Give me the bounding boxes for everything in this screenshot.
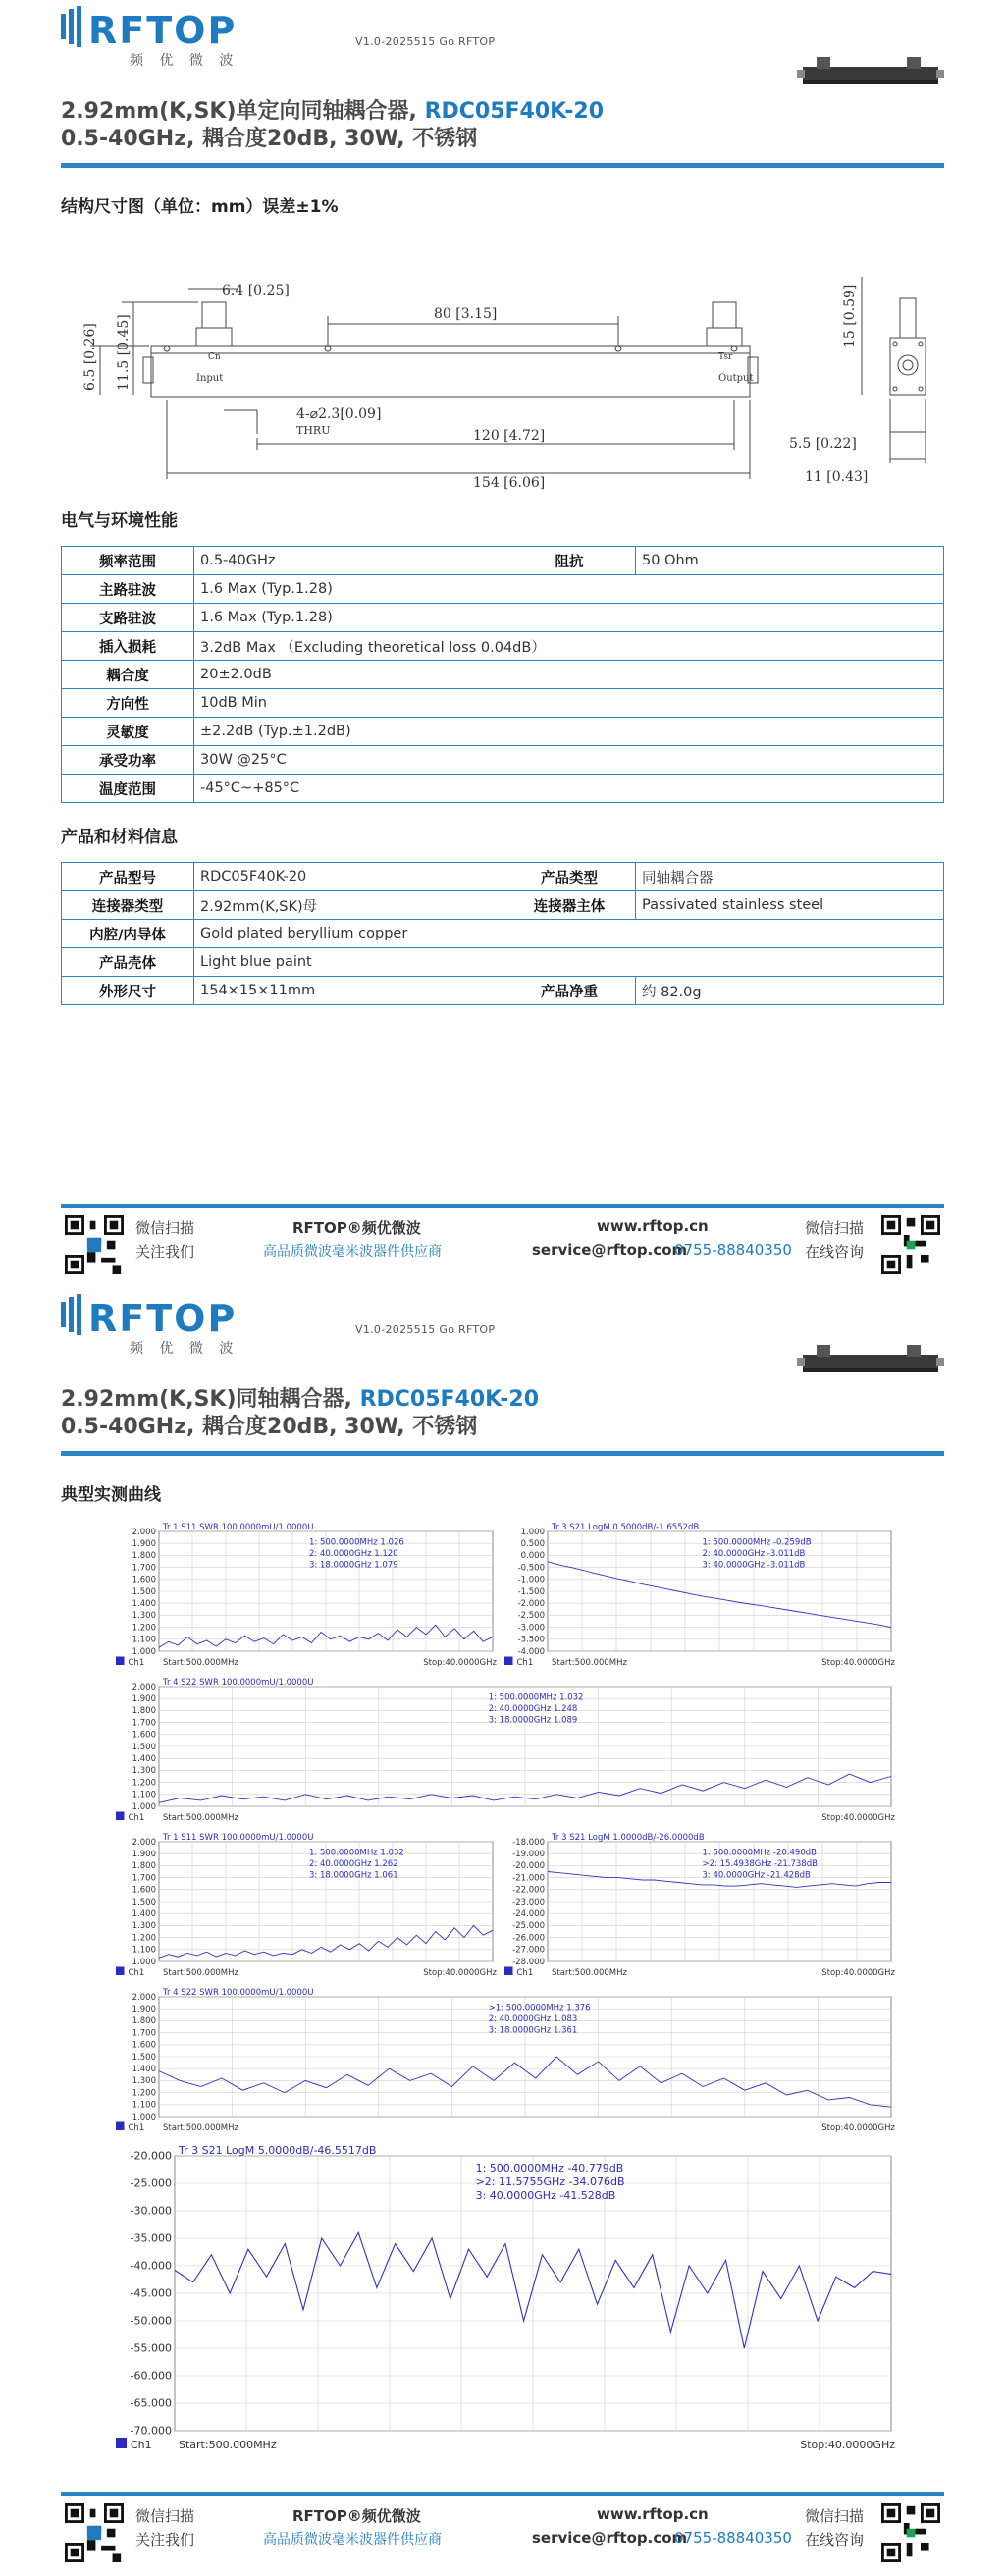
y-tick-label: -25.000 xyxy=(130,2176,172,2190)
footer-scan2-label: 微信扫描 xyxy=(805,2507,865,2525)
dim-5-5: 5.5 [0.22] xyxy=(789,436,857,452)
y-tick-label: 1.300 xyxy=(132,1611,156,1622)
spec-value: 2.92mm(K,SK)母 xyxy=(194,891,503,920)
electrical-spec-table xyxy=(61,546,944,803)
spec-label: 外形尺寸 xyxy=(62,977,194,1005)
y-tick-label: -35.000 xyxy=(130,2231,172,2245)
y-tick-label: 1.900 xyxy=(132,1539,156,1550)
section-title-electrical: 电气与环境性能 xyxy=(61,511,178,531)
y-tick-label: -50.000 xyxy=(130,2314,172,2328)
channel-label: Ch1 xyxy=(516,1658,534,1668)
marker-readout: 1: 500.0000MHz -40.779dB xyxy=(475,2162,624,2174)
y-tick-label: 1.000 xyxy=(132,2112,156,2122)
y-tick-label: 1.700 xyxy=(132,1718,156,1729)
marker-readout: 3: 18.0000GHz 1.361 xyxy=(488,2025,578,2036)
table-row xyxy=(62,977,944,1005)
marker-readout: 2: 40.0000GHz 1.120 xyxy=(309,1549,398,1559)
spec-label: 方向性 xyxy=(62,689,194,718)
chart-s21-logm-1 xyxy=(504,1520,897,1669)
y-tick-label: -40.000 xyxy=(130,2259,172,2273)
y-tick-label: 1.000 xyxy=(132,1957,156,1967)
dim-11: 11 [0.43] xyxy=(805,469,869,485)
y-tick-label: 1.200 xyxy=(132,2088,156,2099)
rftop-logo xyxy=(61,6,267,71)
x-stop-label: Stop:40.0000GHz xyxy=(800,2439,895,2451)
y-tick-label: 1.000 xyxy=(132,1801,156,1812)
y-tick-label: -3.500 xyxy=(517,1635,545,1645)
spec-label: 频率范围 xyxy=(62,547,194,575)
footer-scan-label: 微信扫描 xyxy=(135,1219,195,1237)
spec-value: Passivated stainless steel xyxy=(636,891,944,920)
marker-readout: 1: 500.0000MHz -20.490dB xyxy=(702,1848,817,1858)
port-input: Input xyxy=(196,373,224,384)
wechat-qr-code[interactable] xyxy=(65,2503,124,2562)
y-tick-label: 1.500 xyxy=(132,1586,156,1597)
spec-label: 产品型号 xyxy=(62,863,194,891)
footer-brand: RFTOP®频优微波 xyxy=(292,1219,421,1237)
marker-readout: 1: 500.0000MHz -0.259dB xyxy=(702,1537,812,1548)
channel-badge xyxy=(116,1812,125,1821)
spec-label: 产品壳体 xyxy=(62,948,194,977)
footer-follow-label: 关注我们 xyxy=(135,2531,195,2549)
channel-badge xyxy=(504,1657,513,1666)
x-start-label: Start:500.000MHz xyxy=(552,1658,627,1668)
marker-readout: 2: 40.0000GHz 1.248 xyxy=(488,1704,578,1714)
table-row xyxy=(62,746,944,775)
spec-value: 同轴耦合器 xyxy=(636,863,944,891)
y-tick-label: -2.000 xyxy=(517,1599,545,1610)
product-thumbnail xyxy=(797,49,944,96)
y-tick-label: -1.000 xyxy=(517,1575,545,1585)
footer-consult-label: 在线咨询 xyxy=(805,2531,865,2549)
y-tick-label: 1.500 xyxy=(132,2052,156,2063)
y-tick-label: -20.000 xyxy=(512,1861,545,1872)
chart-s21-logm-2 xyxy=(504,1830,897,1979)
y-tick-label: -70.000 xyxy=(130,2424,172,2438)
footer-phone[interactable]: 0755-88840350 xyxy=(674,1241,792,1259)
y-tick-label: 1.200 xyxy=(132,1933,156,1944)
chart-title: Tr 3 S21 LogM 1.0000dB/-26.0000dB xyxy=(552,1833,705,1843)
dim-154: 154 [6.06] xyxy=(473,475,546,491)
y-tick-label: -65.000 xyxy=(130,2396,172,2410)
spec-label: 主路驻波 xyxy=(62,575,194,604)
y-tick-label: 1.300 xyxy=(132,1766,156,1777)
x-start-label: Start:500.000MHz xyxy=(552,1968,627,1978)
spec-value: 3.2dB Max （Excluding theoretical loss 0.04dB） xyxy=(194,632,944,661)
spec-label: 内腔/内导体 xyxy=(62,920,194,948)
y-tick-label: -20.000 xyxy=(130,2149,172,2163)
y-tick-label: -30.000 xyxy=(130,2204,172,2218)
chart-title: Tr 4 S22 SWR 100.0000mU/1.0000U xyxy=(163,1988,314,1998)
svg-text:RFTOP: RFTOP xyxy=(88,9,238,52)
footer-scan2-label: 微信扫描 xyxy=(805,1219,865,1237)
port-tsr: Tsr xyxy=(718,352,733,362)
product-title: 2.92mm(K,SK)同轴耦合器, RDC05F40K-20 xyxy=(61,1387,540,1412)
spec-label: 耦合度 xyxy=(62,661,194,689)
wechat-qr-code[interactable] xyxy=(65,1215,124,1274)
footer-consult-label: 在线咨询 xyxy=(805,1243,865,1261)
footer-email-link[interactable]: service@rftop.com xyxy=(532,2529,688,2547)
header-divider xyxy=(61,1451,944,1456)
y-tick-label: -27.000 xyxy=(512,1945,545,1956)
x-start-label: Start:500.000MHz xyxy=(163,1658,238,1668)
y-tick-label: -60.000 xyxy=(130,2369,172,2383)
mechanical-drawing xyxy=(61,238,944,493)
y-tick-label: 1.600 xyxy=(132,2040,156,2051)
y-tick-label: -4.000 xyxy=(517,1646,545,1657)
y-tick-label: -1.500 xyxy=(517,1586,545,1597)
svg-text:RFTOP: RFTOP xyxy=(88,1297,238,1340)
spec-value: 约 82.0g xyxy=(636,977,944,1005)
spec-value: -45°C~+85°C xyxy=(194,775,944,803)
table-row xyxy=(62,632,944,661)
chart-s11-swr-2 xyxy=(116,1830,499,1979)
marker-readout: 1: 500.0000MHz 1.032 xyxy=(309,1848,404,1858)
y-tick-label: -28.000 xyxy=(512,1957,545,1967)
y-tick-label: -19.000 xyxy=(512,1850,545,1860)
product-subtitle: 0.5-40GHz, 耦合度20dB, 30W, 不锈钢 xyxy=(61,1415,478,1439)
spec-value: 20±2.0dB xyxy=(194,661,944,689)
y-tick-label: 0.500 xyxy=(520,1539,545,1550)
y-tick-label: 1.200 xyxy=(132,1778,156,1789)
chart-title: Tr 3 S21 LogM 5.0000dB/-46.5517dB xyxy=(179,2144,377,2157)
y-tick-label: 1.300 xyxy=(132,1921,156,1932)
table-row xyxy=(62,718,944,746)
spec-value: RDC05F40K-20 xyxy=(194,863,503,891)
x-start-label: Start:500.000MHz xyxy=(163,1813,238,1823)
y-tick-label: -3.000 xyxy=(517,1623,545,1634)
chart-title: Tr 1 S11 SWR 100.0000mU/1.0000U xyxy=(163,1523,314,1532)
channel-label: Ch1 xyxy=(128,1968,145,1978)
y-tick-label: 1.900 xyxy=(132,1694,156,1705)
y-tick-label: 1.600 xyxy=(132,1730,156,1741)
table-row xyxy=(62,575,944,604)
footer-slogan: 高品质微波毫米波器件供应商 xyxy=(263,2532,442,2548)
x-start-label: Start:500.000MHz xyxy=(179,2439,277,2451)
spec-value: 0.5-40GHz xyxy=(194,547,503,575)
svg-text:频 优 微 波: 频 优 微 波 xyxy=(130,53,239,69)
y-tick-label: 1.100 xyxy=(132,2100,156,2111)
y-tick-label: 1.000 xyxy=(132,1646,156,1657)
table-row xyxy=(62,547,944,575)
marker-readout: 1: 500.0000MHz 1.026 xyxy=(309,1537,404,1548)
marker-readout: 2: 40.0000GHz -3.011dB xyxy=(702,1549,806,1559)
footer-phone[interactable]: 0755-88840350 xyxy=(674,2529,792,2547)
marker-readout: >2: 11.5755GHz -34.076dB xyxy=(475,2175,625,2188)
x-stop-label: Stop:40.0000GHz xyxy=(821,1658,895,1668)
y-tick-label: 1.900 xyxy=(132,2005,156,2015)
marker-readout: 3: 40.0000GHz -41.528dB xyxy=(475,2189,616,2202)
port-output: Output xyxy=(718,373,754,384)
spec-value: 30W @25°C xyxy=(194,746,944,775)
table-row xyxy=(62,891,944,920)
table-row xyxy=(62,863,944,891)
marker-readout: 3: 18.0000GHz 1.089 xyxy=(488,1715,578,1726)
section-title-material: 产品和材料信息 xyxy=(61,828,178,847)
y-tick-label: -22.000 xyxy=(512,1885,545,1896)
y-tick-label: -55.000 xyxy=(130,2341,172,2355)
y-tick-label: -0.500 xyxy=(517,1563,545,1574)
channel-badge xyxy=(116,2438,127,2448)
dim-hole: 4-⌀2.3[0.09] xyxy=(296,406,382,422)
dim-thru: THRU xyxy=(296,424,331,437)
x-stop-label: Stop:40.0000GHz xyxy=(821,2123,895,2133)
channel-label: Ch1 xyxy=(516,1968,534,1978)
y-tick-label: -26.000 xyxy=(512,1933,545,1944)
spec-label: 承受功率 xyxy=(62,746,194,775)
y-tick-label: 1.400 xyxy=(132,1754,156,1765)
y-tick-label: 1.600 xyxy=(132,1885,156,1896)
page-footer xyxy=(61,1215,944,1284)
y-tick-label: 1.400 xyxy=(132,1599,156,1610)
y-tick-label: 1.100 xyxy=(132,1790,156,1800)
y-tick-label: 1.800 xyxy=(132,1551,156,1562)
spec-value: 154×15×11mm xyxy=(194,977,503,1005)
product-title: 2.92mm(K,SK)单定向同轴耦合器, RDC05F40K-20 xyxy=(61,99,605,124)
y-tick-label: -21.000 xyxy=(512,1873,545,1884)
dim-11-5: 11.5 [0.45] xyxy=(116,314,132,391)
y-tick-label: -25.000 xyxy=(512,1921,545,1932)
marker-readout: 3: 18.0000GHz 1.061 xyxy=(309,1870,398,1881)
y-tick-label: -45.000 xyxy=(130,2286,172,2300)
product-subtitle: 0.5-40GHz, 耦合度20dB, 30W, 不锈钢 xyxy=(61,127,478,151)
y-tick-label: 1.800 xyxy=(132,2016,156,2027)
marker-readout: >1: 500.0000MHz 1.376 xyxy=(488,2003,591,2013)
marker-readout: 1: 500.0000MHz 1.032 xyxy=(488,1692,584,1703)
y-tick-label: 2.000 xyxy=(132,1837,156,1848)
dim-120: 120 [4.72] xyxy=(473,428,546,444)
y-tick-label: 1.300 xyxy=(132,2076,156,2087)
y-tick-label: -2.500 xyxy=(517,1611,545,1622)
y-tick-label: 1.700 xyxy=(132,2028,156,2039)
x-stop-label: Stop:40.0000GHz xyxy=(423,1968,497,1978)
datasheet-page-2 xyxy=(0,1288,1005,2576)
spec-label: 阻抗 xyxy=(503,547,636,575)
spec-label: 插入损耗 xyxy=(62,632,194,661)
channel-badge xyxy=(116,1657,125,1666)
spec-value: 10dB Min xyxy=(194,689,944,718)
marker-readout: 2: 40.0000GHz 1.083 xyxy=(488,2014,578,2024)
spec-label: 产品净重 xyxy=(503,977,636,1005)
table-row xyxy=(62,920,944,948)
dim-6-4: 6.4 [0.25] xyxy=(222,283,290,298)
channel-badge xyxy=(116,1967,125,1976)
chart-s22-swr-1 xyxy=(116,1675,897,1824)
dim-15: 15 [0.59] xyxy=(842,284,858,348)
consult-qr-code[interactable] xyxy=(881,1215,940,1274)
chart-title: Tr 4 S22 SWR 100.0000mU/1.0000U xyxy=(163,1678,314,1688)
chart-s22-swr-2 xyxy=(116,1985,897,2134)
spec-value: 1.6 Max (Typ.1.28) xyxy=(194,575,944,604)
dim-80: 80 [3.15] xyxy=(434,306,498,322)
y-tick-label: 1.400 xyxy=(132,1909,156,1920)
spec-value: 50 Ohm xyxy=(636,547,944,575)
footer-website-link[interactable]: www.rftop.cn xyxy=(597,1217,709,1235)
spec-value: Light blue paint xyxy=(194,948,944,977)
y-tick-label: 2.000 xyxy=(132,1682,156,1692)
x-stop-label: Stop:40.0000GHz xyxy=(821,1813,895,1823)
spec-label: 产品类型 xyxy=(503,863,636,891)
table-row xyxy=(62,948,944,977)
spec-label: 支路驻波 xyxy=(62,604,194,632)
marker-readout: 3: 18.0000GHz 1.079 xyxy=(309,1560,398,1571)
y-tick-label: 1.700 xyxy=(132,1563,156,1574)
y-tick-label: 1.700 xyxy=(132,1873,156,1884)
footer-brand: RFTOP®频优微波 xyxy=(292,2507,421,2525)
y-tick-label: 1.200 xyxy=(132,1623,156,1634)
table-row xyxy=(62,689,944,718)
section-title-drawing: 结构尺寸图（单位：mm）误差±1% xyxy=(61,197,339,217)
port-cn: Cn xyxy=(208,352,221,362)
chart-title: Tr 1 S11 SWR 100.0000mU/1.0000U xyxy=(163,1833,314,1843)
spec-label: 连接器类型 xyxy=(62,891,194,920)
section-title-curves: 典型实测曲线 xyxy=(61,1485,161,1505)
channel-badge xyxy=(116,2122,125,2131)
table-row xyxy=(62,604,944,632)
footer-divider xyxy=(61,1204,944,1208)
version-label: V1.0-2025515 Go RFTOP xyxy=(355,1323,496,1336)
y-tick-label: 1.800 xyxy=(132,1861,156,1872)
chart-s11-swr-1 xyxy=(116,1520,499,1669)
chart-title: Tr 3 S21 LogM 0.5000dB/-1.6552dB xyxy=(552,1523,700,1532)
x-stop-label: Stop:40.0000GHz xyxy=(423,1658,497,1668)
y-tick-label: 1.500 xyxy=(132,1897,156,1907)
header-divider xyxy=(61,163,944,168)
y-tick-label: 1.100 xyxy=(132,1945,156,1956)
footer-email-link[interactable]: service@rftop.com xyxy=(532,1241,688,1259)
y-tick-label: 2.000 xyxy=(132,1527,156,1537)
spec-label: 灵敏度 xyxy=(62,718,194,746)
y-tick-label: 1.800 xyxy=(132,1706,156,1717)
chart-s21-logm-large xyxy=(116,2142,897,2452)
material-spec-table xyxy=(61,862,944,1005)
table-row xyxy=(62,661,944,689)
product-thumbnail xyxy=(797,1337,944,1384)
y-tick-label: 1.000 xyxy=(520,1527,545,1537)
channel-label: Ch1 xyxy=(131,2439,152,2451)
spec-label: 温度范围 xyxy=(62,775,194,803)
marker-readout: >2: 15.4938GHz -21.738dB xyxy=(702,1859,818,1869)
y-tick-label: 1.500 xyxy=(132,1742,156,1752)
spec-value: 1.6 Max (Typ.1.28) xyxy=(194,604,944,632)
spec-value: Gold plated beryllium copper xyxy=(194,920,944,948)
y-tick-label: 0.000 xyxy=(520,1551,545,1562)
marker-readout: 2: 40.0000GHz 1.262 xyxy=(309,1859,398,1869)
channel-label: Ch1 xyxy=(128,2123,145,2133)
y-tick-label: 1.600 xyxy=(132,1575,156,1585)
footer-follow-label: 关注我们 xyxy=(135,1243,195,1261)
y-tick-label: -18.000 xyxy=(512,1837,545,1848)
y-tick-label: -23.000 xyxy=(512,1897,545,1907)
y-tick-label: 2.000 xyxy=(132,1992,156,2003)
x-stop-label: Stop:40.0000GHz xyxy=(821,1968,895,1978)
y-tick-label: 1.900 xyxy=(132,1850,156,1860)
spec-label: 连接器主体 xyxy=(503,891,636,920)
footer-scan-label: 微信扫描 xyxy=(135,2507,195,2525)
y-tick-label: -24.000 xyxy=(512,1909,545,1920)
svg-text:频 优 微 波: 频 优 微 波 xyxy=(130,1341,239,1357)
spec-value: ±2.2dB (Typ.±1.2dB) xyxy=(194,718,944,746)
y-tick-label: 1.100 xyxy=(132,1635,156,1645)
channel-label: Ch1 xyxy=(128,1658,145,1668)
x-start-label: Start:500.000MHz xyxy=(163,1968,238,1978)
y-tick-label: 1.400 xyxy=(132,2065,156,2075)
marker-readout: 3: 40.0000GHz -21.428dB xyxy=(702,1870,811,1881)
x-start-label: Start:500.000MHz xyxy=(163,2123,238,2133)
footer-website-link[interactable]: www.rftop.cn xyxy=(597,2505,709,2523)
table-row xyxy=(62,775,944,803)
channel-label: Ch1 xyxy=(128,1813,145,1823)
marker-readout: 3: 40.0000GHz -3.011dB xyxy=(702,1560,806,1571)
rftop-logo xyxy=(61,1294,267,1359)
page-footer xyxy=(61,2503,944,2572)
footer-slogan: 高品质微波毫米波器件供应商 xyxy=(263,1244,442,1260)
footer-divider xyxy=(61,2492,944,2496)
dim-6-5: 6.5 [0.26] xyxy=(82,323,98,391)
channel-badge xyxy=(504,1967,513,1976)
consult-qr-code[interactable] xyxy=(881,2503,940,2562)
version-label: V1.0-2025515 Go RFTOP xyxy=(355,35,496,48)
